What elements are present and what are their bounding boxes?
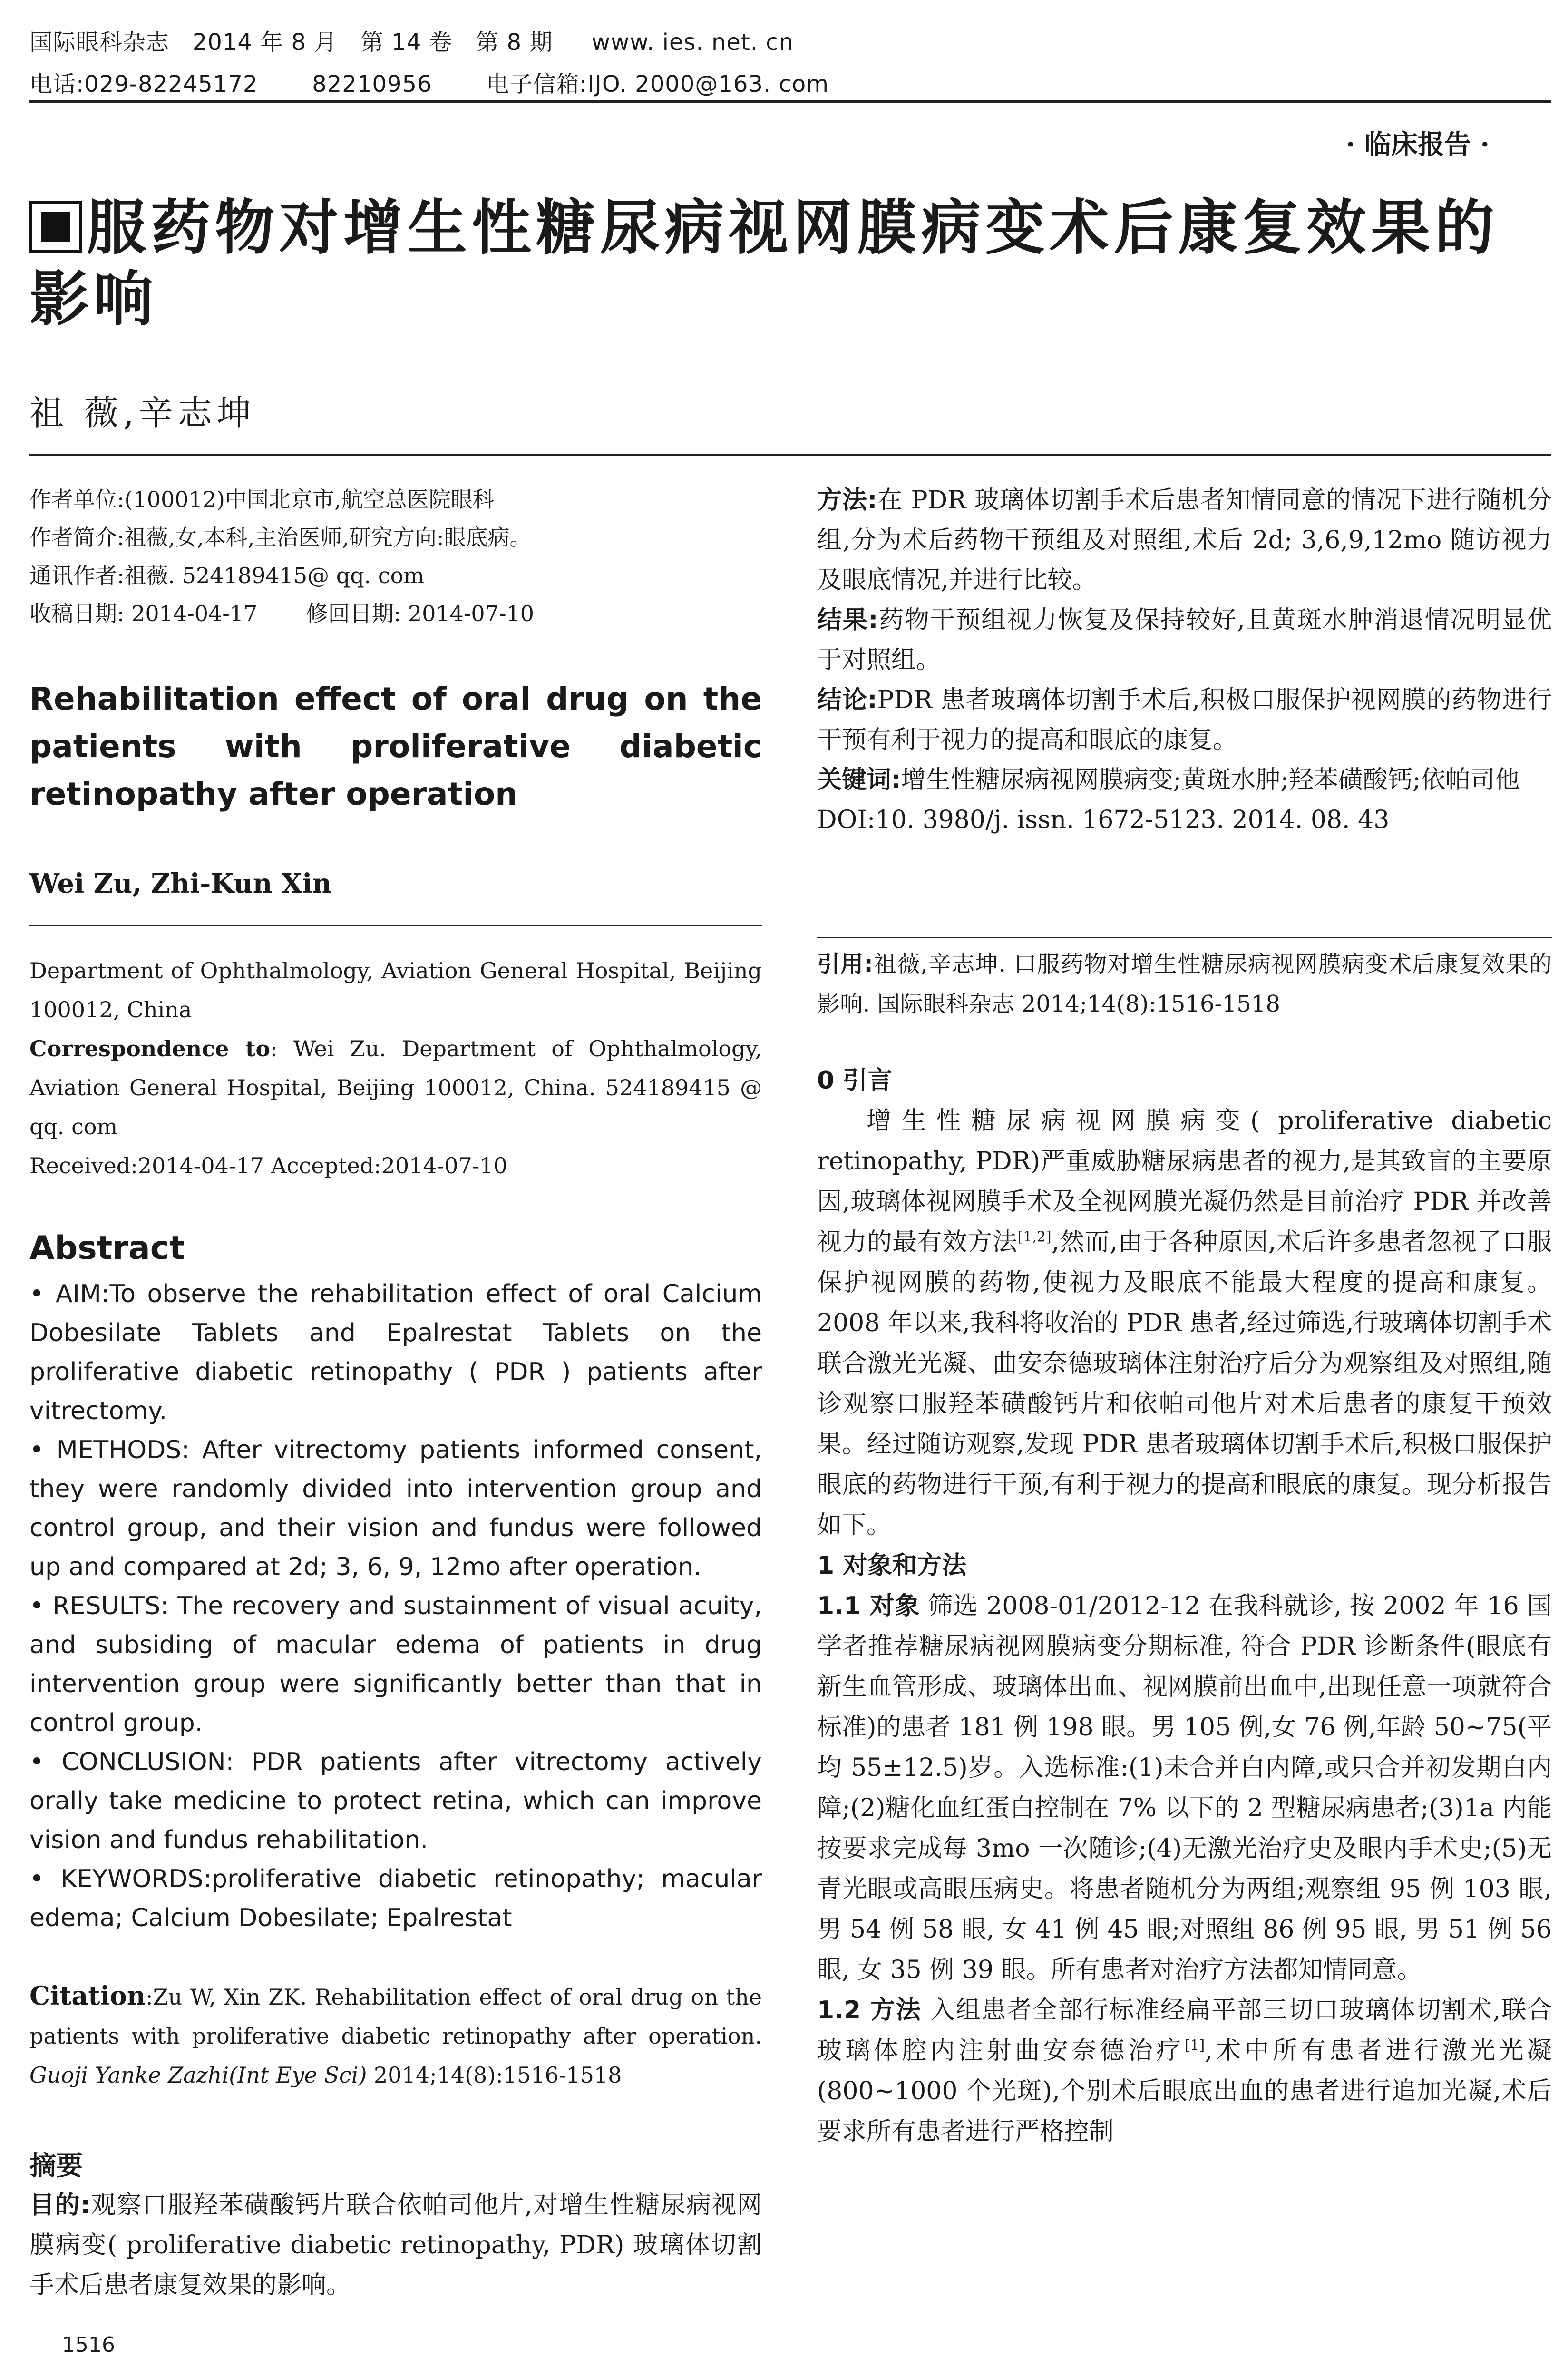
journal-header-line1: 国际眼科杂志 2014 年 8 月 第 14 卷 第 8 期 www. ies. net. cn: [29, 29, 794, 56]
abstract-methods: • METHODS: After vitrectomy patients informed consent, they were randomly divided into intervention group and control group, and their vision and fundus were followed up and compared at 2d; 3, 6, 9, 12mo after operation.: [29, 1436, 762, 1581]
page-title: [29, 193, 1547, 335]
intro-text-a: 增生性糖尿病视网膜病变( proliferative diabetic retinopathy, PDR)严重威胁糖尿病患者的视力,是其致盲的主要原因,玻璃体视网膜手术及全视网膜光凝仍然是目前治疗 PDR 并改善视力的最有效方法: [817, 1107, 1552, 1257]
english-title: [29, 675, 762, 818]
citation-text-a: :Zu W, Xin ZK. Rehabilitation effect of oral drug on the patients with proliferative diabetic retinopathy after operation.: [29, 1984, 762, 2049]
section-1-2-text-b: ,术中所有患者进行激光光凝(800~1000 个光斑),个别术后眼底出血的患者进行追加光凝,术后要求所有患者进行严格控制: [817, 2036, 1552, 2146]
chinese-abstract-continued: [817, 480, 1552, 840]
reference-1: [1]: [1184, 2037, 1205, 2054]
corresponding-author: 通讯作者:祖薇. 524189415@ qq. com: [29, 563, 424, 588]
citation-text-b: 2014;14(8):1516-1518: [374, 2062, 622, 2088]
english-rule: [29, 925, 762, 926]
reference-1-2: [1,2]: [1017, 1228, 1052, 1246]
header-rule-thick: [29, 100, 1551, 103]
correspondence-text: : Wei Zu. Department of Ophthalmology, Aviation General Hospital, Beijing 100012, China. 524189415 @ qq. com: [29, 1036, 762, 1140]
english-affiliation: [29, 951, 762, 1185]
abstract-keywords: • KEYWORDS:proliferative diabetic retinopathy; macular edema; Calcium Dobesilate; Epalrestat: [29, 1865, 762, 1932]
keywords-paragraph: [817, 760, 1552, 800]
page-number: 1516: [62, 2333, 115, 2357]
results-paragraph: [817, 600, 1552, 680]
citation-journal: Guoji Yanke Zazhi(Int Eye Sci): [29, 2062, 367, 2088]
chinese-abstract-heading: 摘要: [29, 2151, 83, 2182]
chinese-citation-label: 引用:: [817, 951, 873, 977]
conclusion-text: PDR 患者玻璃体切割手术后,积极口服保护视网膜的药物进行干预有利于视力的提高和眼底的康复。: [817, 686, 1552, 754]
english-correspondence: [29, 1029, 762, 1146]
title-rule: [29, 454, 1551, 456]
citation-label: Citation: [29, 1980, 146, 2011]
english-department: Department of Ophthalmology, Aviation General Hospital, Beijing 100012, China: [29, 958, 762, 1023]
abstract-results: • RESULTS: The recovery and sustainment of visual acuity, and subsiding of macular edema of patients in drug intervention group were significantly better than that in control group.: [29, 1592, 762, 1737]
author-intro: 作者简介:祖薇,女,本科,主治医师,研究方向:眼底病。: [29, 525, 532, 550]
intro-text-b: ,然而,由于各种原因,术后许多患者忽视了口服保护视网膜的药物,使视力及眼底不能最大程度的提高和康复。2008 年以来,我科将收治的 PDR 患者,经过筛选,行玻璃体切割手术联合激光光凝、曲安奈德玻璃体注射治疗后分为观察组及对照组,随诊观察口服羟苯磺酸钙片和依帕司他片对术后患者的康复干预效果。经过随访观察,发现 PDR 患者玻璃体切割手术后,积极口服保护眼底的药物进行干预,有利于视力的提高和眼底的康复。现分析报告如下。: [817, 1228, 1552, 1539]
abstract-aim: • AIM:To observe the rehabilitation effect of oral Calcium Dobesilate Tablets and Epalrestat Tablets on the proliferative diabetic retinopathy ( PDR ) patients after vitrectomy.: [29, 1280, 762, 1425]
section-0-heading: 0 引言: [817, 1066, 893, 1095]
received-dates: 收稿日期: 2014-04-17 修回日期: 2014-07-10: [29, 601, 535, 626]
title-initial-box-icon: [29, 201, 82, 253]
chinese-citation: [817, 944, 1552, 1024]
section-1-1-text: 筛选 2008-01/2012-12 在我科就诊, 按 2002 年 16 国学者推荐糖尿病视网膜病变分期标准, 符合 PDR 诊断条件(眼底有新生血管形成、玻璃体出血、视网膜前出血中,出现任意一项就符合标准)的患者 181 例 198 眼。男 105 例,女 76 例,年龄 50~75(平均 55±12.5)岁。入选标准:(1)未合并白内障,或只合并初发期白内障;(2)糖化血红蛋白控制在 7% 以下的 2 型糖尿病患者;(3)1a 内能按要求完成每 3mo 一次随诊;(4)无激光治疗史及眼内手术史;(5)无青光眼或高眼压病史。将患者随机分为两组;观察组 95 例 103 眼, 男 54 例 58 眼, 女 41 例 45 眼;对照组 86 例 95 眼, 男 51 例 56 眼, 女 35 例 39 眼。所有患者对治疗方法都知情同意。: [817, 1592, 1552, 1984]
chinese-abstract-aim: [29, 2185, 762, 2305]
conclusion-paragraph: [817, 680, 1552, 760]
right-rule: [817, 937, 1552, 938]
aim-label: 目的:: [29, 2191, 91, 2220]
section-1-1-label: 1.1 对象: [817, 1592, 920, 1620]
abstract-heading: Abstract: [29, 1229, 185, 1267]
journal-header-line2: 电话:029-82245172 82210956 电子信箱:IJO. 2000@163. com: [29, 71, 829, 97]
section-1-2-paragraph: [817, 1990, 1552, 2152]
aim-text: 观察口服羟苯磺酸钙片联合依帕司他片,对增生性糖尿病视网膜病变( proliferative diabetic retinopathy, PDR) 玻璃体切割手术后患者康复效果的影响。: [29, 2191, 762, 2299]
results-label: 结果:: [817, 606, 878, 634]
chinese-citation-text: 祖薇,辛志坤. 口服药物对增生性糖尿病视网膜病变术后康复效果的影响. 国际眼科杂志 2014;14(8):1516-1518: [817, 951, 1552, 1017]
author-unit: 作者单位:(100012)中国北京市,航空总医院眼科: [29, 487, 495, 512]
section-1-2-text-a: 入组患者全部行标准经扁平部三切口玻璃体切割术,联合玻璃体腔内注射曲安奈德治疗: [817, 1996, 1552, 2065]
abstract-body: [29, 1275, 762, 1938]
methods-text: 在 PDR 玻璃体切割手术后患者知情同意的情况下进行随机分组,分为术后药物干预组及对照组,术后 2d; 3,6,9,12mo 随访视力及眼底情况,并进行比较。: [817, 486, 1552, 594]
methods-paragraph: [817, 480, 1552, 600]
article-body: [817, 1061, 1552, 2152]
conclusion-label: 结论:: [817, 686, 877, 714]
section-1-heading: 1 对象和方法: [817, 1551, 967, 1580]
section-0-paragraph: [817, 1101, 1552, 1546]
keywords-text: 增生性糖尿病视网膜病变;黄斑水肿;羟苯磺酸钙;依帕司他: [901, 766, 1520, 794]
english-title-part-a: Rehabilitation effect of oral drug on the patients with proliferative diabetic: [29, 681, 762, 765]
title-text: 服药物对增生性糖尿病视网膜病变术后康复效果的影响: [29, 194, 1499, 334]
english-title-part-b: retinopathy after operation: [29, 776, 518, 812]
english-authors: Wei Zu, Zhi-Kun Xin: [29, 868, 332, 899]
section-1-1-paragraph: [817, 1586, 1552, 1990]
authors-cn: 祖 薇,辛志坤: [29, 393, 256, 433]
doi: DOI:10. 3980/j. issn. 1672-5123. 2014. 08. 43: [817, 806, 1390, 834]
correspondence-label: Correspondence to: [29, 1036, 271, 1062]
english-received: Received:2014-04-17 Accepted:2014-07-10: [29, 1153, 507, 1179]
results-text: 药物干预组视力恢复及保持较好,且黄斑水肿消退情况明显优于对照组。: [817, 606, 1552, 674]
english-citation: [29, 1976, 762, 2094]
methods-label: 方法:: [817, 486, 877, 515]
author-meta: [29, 480, 534, 633]
section-1-2-label: 1.2 方法: [817, 1996, 922, 2025]
keywords-label: 关键词:: [817, 766, 901, 794]
section-tag: · 临床报告 ·: [1346, 129, 1490, 160]
abstract-conclusion: • CONCLUSION: PDR patients after vitrectomy actively orally take medicine to protect retina, which can improve vision and fundus rehabilitation.: [29, 1748, 762, 1854]
